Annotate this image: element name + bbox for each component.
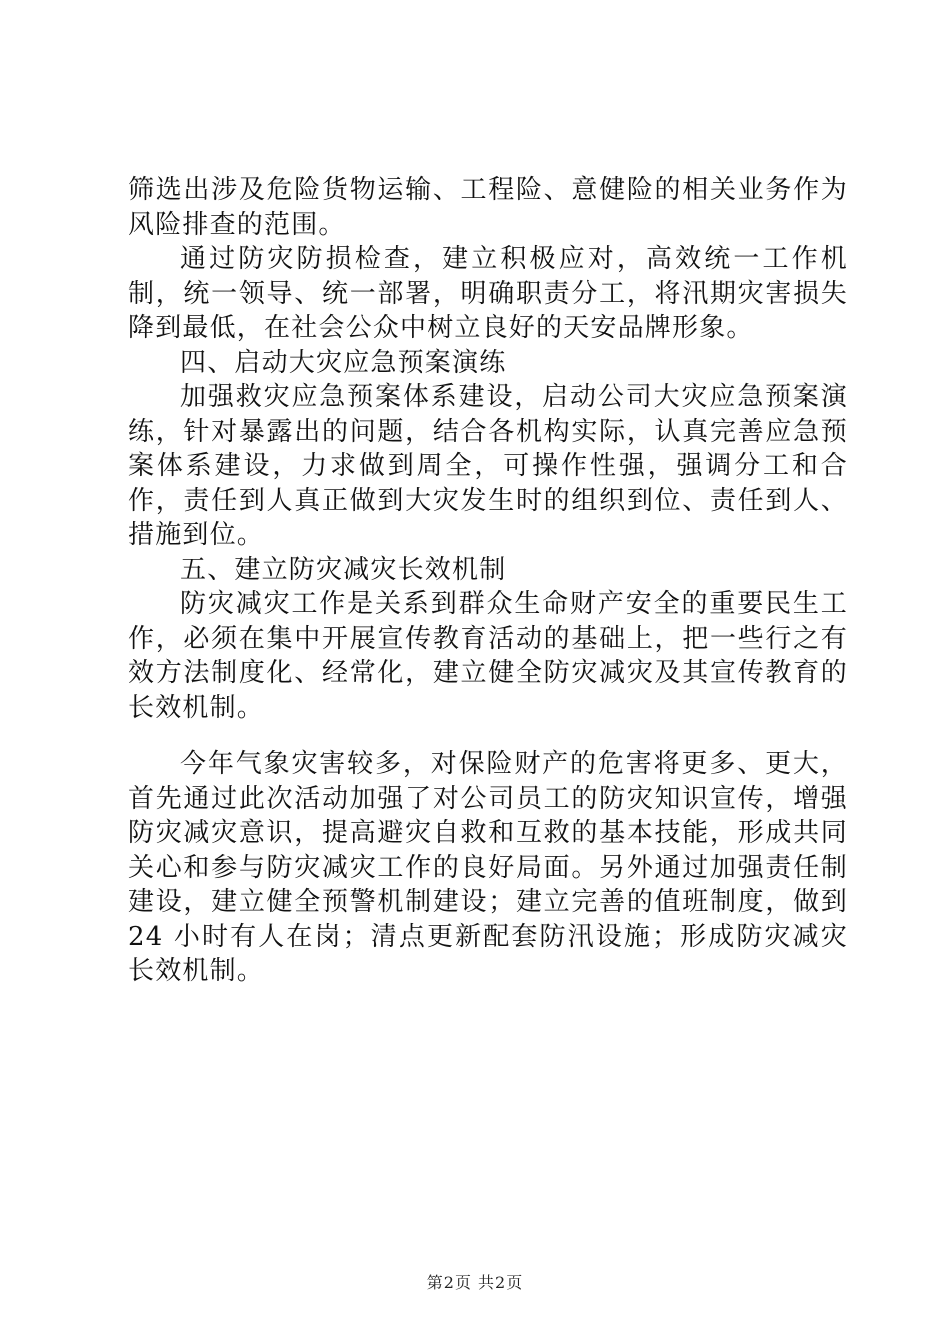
paragraph-inspection: 通过防灾防损检查，建立积极应对，高效统一工作机制，统一领导、统一部署，明确职责分工，将汛期灾害损失降到最低，在社会公众中树立良好的天安品牌形象。	[128, 244, 848, 343]
section-heading-mechanism: 五、建立防灾减灾长效机制	[180, 554, 507, 585]
paragraph-mechanism: 防灾减灾工作是关系到群众生命财产安全的重要民生工作，必须在集中开展宣传教育活动的基础上，把一些行之有效方法制度化、经常化，建立健全防灾减灾及其宣传教育的长效机制。	[128, 589, 848, 723]
paragraph-drill: 加强救灾应急预案体系建设，启动公司大灾应急预案演练，针对暴露出的问题，结合各机构实际，认真完善应急预案体系建设，力求做到周全，可操作性强，强调分工和合作，责任到人真正做到大灾发生时的组织到位、责任到人、措施到位。	[128, 382, 848, 550]
paragraph-summary: 今年气象灾害较多，对保险财产的危害将更多、更大，首先通过此次活动加强了对公司员工的防灾知识宣传，增强防灾减灾意识，提高避灾自救和互救的基本技能，形成共同关心和参与防灾减灾工作的良好局面。另外通过加强责任制建设，建立健全预警机制建设；建立完善的值班制度，做到 24 小时有人在岗；清点更新配套防汛设施；形成防灾减灾长效机制。	[128, 749, 848, 986]
page-footer: 第2页 共2页	[426, 1273, 524, 1292]
section-heading-drill: 四、启动大灾应急预案演练	[180, 347, 507, 378]
document-body	[128, 173, 848, 989]
paragraph-continuation: 筛选出涉及危险货物运输、工程险、意健险的相关业务作为风险排查的范围。	[128, 175, 848, 240]
